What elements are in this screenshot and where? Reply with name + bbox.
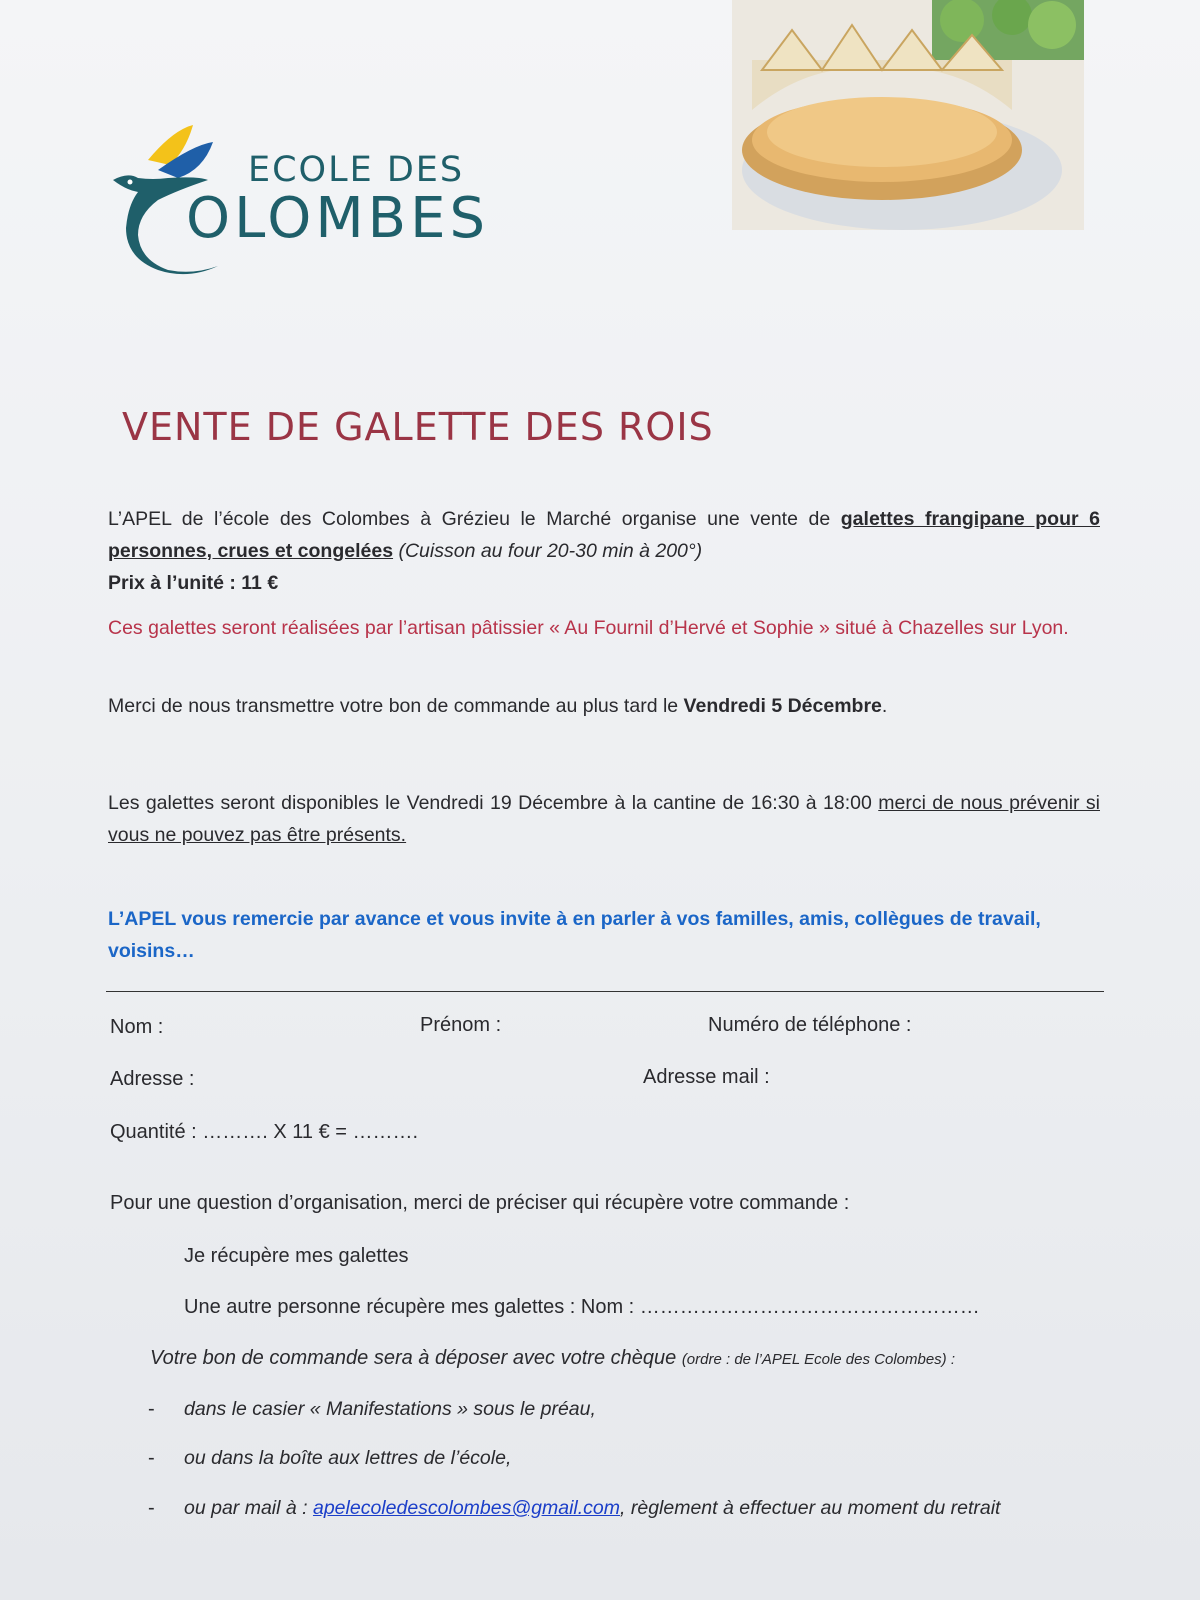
- deadline-text: Merci de nous transmettre votre bon de commande au plus tard le: [108, 695, 684, 717]
- intro-cooking: (Cuisson au four 20-30 min à 200°): [393, 540, 703, 562]
- deposit-paragraph: [150, 1347, 955, 1370]
- availability-paragraph: [108, 787, 1100, 851]
- pickup-option-other[interactable]: Une autre personne récupère mes galettes : Nom : ……………………………………………: [184, 1296, 980, 1318]
- pickup-option-self[interactable]: Je récupère mes galettes: [184, 1245, 409, 1267]
- list-item: [184, 1493, 1064, 1523]
- list-bullet: -: [148, 1398, 155, 1420]
- field-nom[interactable]: Nom :: [110, 1016, 164, 1038]
- artisan-paragraph: Ces galettes seront réalisées par l’artisan pâtissier « Au Fournil d’Hervé et Sophie » situé à Chazelles sur Lyon.: [108, 617, 1069, 639]
- email-link[interactable]: apelecoledescolombes@gmail.com: [312, 1497, 621, 1519]
- field-telephone[interactable]: Numéro de téléphone :: [708, 1014, 912, 1036]
- school-logo: [108, 120, 488, 280]
- availability-text: Les galettes seront disponibles le Vendredi 19 Décembre à la cantine de 16:30 à 18:00: [108, 792, 879, 814]
- list-bullet: -: [148, 1497, 155, 1519]
- deadline-end: .: [881, 695, 888, 717]
- intro-paragraph: [108, 503, 1100, 599]
- price-text: Prix à l’unité : 11 €: [108, 572, 279, 594]
- mail-prefix: ou par mail à :: [184, 1497, 313, 1519]
- deadline-paragraph: [108, 690, 1100, 722]
- logo-text-colombes: OLOMBES: [186, 186, 490, 251]
- list-item: ou dans la boîte aux lettres de l’école,: [184, 1447, 512, 1469]
- divider: [106, 991, 1104, 992]
- mail-suffix: , règlement à effectuer au moment du retrait: [620, 1497, 1001, 1519]
- deadline-date: Vendredi 5 Décembre: [683, 695, 882, 717]
- field-mail[interactable]: Adresse mail :: [643, 1066, 770, 1088]
- galette-photo: [732, 0, 1084, 230]
- field-quantite[interactable]: Quantité : ………. X 11 € = ……….: [110, 1121, 419, 1143]
- logo-text-ecole: ECOLE DES: [248, 150, 465, 190]
- intro-highlight: galettes frangipane pour 6 personnes, crues et congelées: [108, 508, 1100, 562]
- field-adresse[interactable]: Adresse :: [110, 1068, 195, 1090]
- page-title: VENTE DE GALETTE DES ROIS: [122, 405, 714, 449]
- pickup-question: Pour une question d’organisation, merci de préciser qui récupère votre commande :: [110, 1192, 850, 1214]
- field-prenom[interactable]: Prénom :: [420, 1014, 502, 1036]
- availability-note: merci de nous prévenir si vous ne pouvez pas être présents.: [108, 792, 1100, 846]
- list-bullet: -: [148, 1447, 155, 1469]
- deposit-note: (ordre : de l’APEL Ecole des Colombes) :: [681, 1351, 955, 1368]
- thanks-paragraph: L’APEL vous remercie par avance et vous invite à en parler à vos familles, amis, collègues de travail, voisins…: [108, 908, 1041, 962]
- intro-text: L’APEL de l’école des Colombes à Grézieu le Marché organise une vente de: [108, 508, 841, 530]
- list-item: dans le casier « Manifestations » sous le préau,: [184, 1398, 596, 1420]
- deposit-text: Votre bon de commande sera à déposer avec votre chèque: [150, 1347, 682, 1369]
